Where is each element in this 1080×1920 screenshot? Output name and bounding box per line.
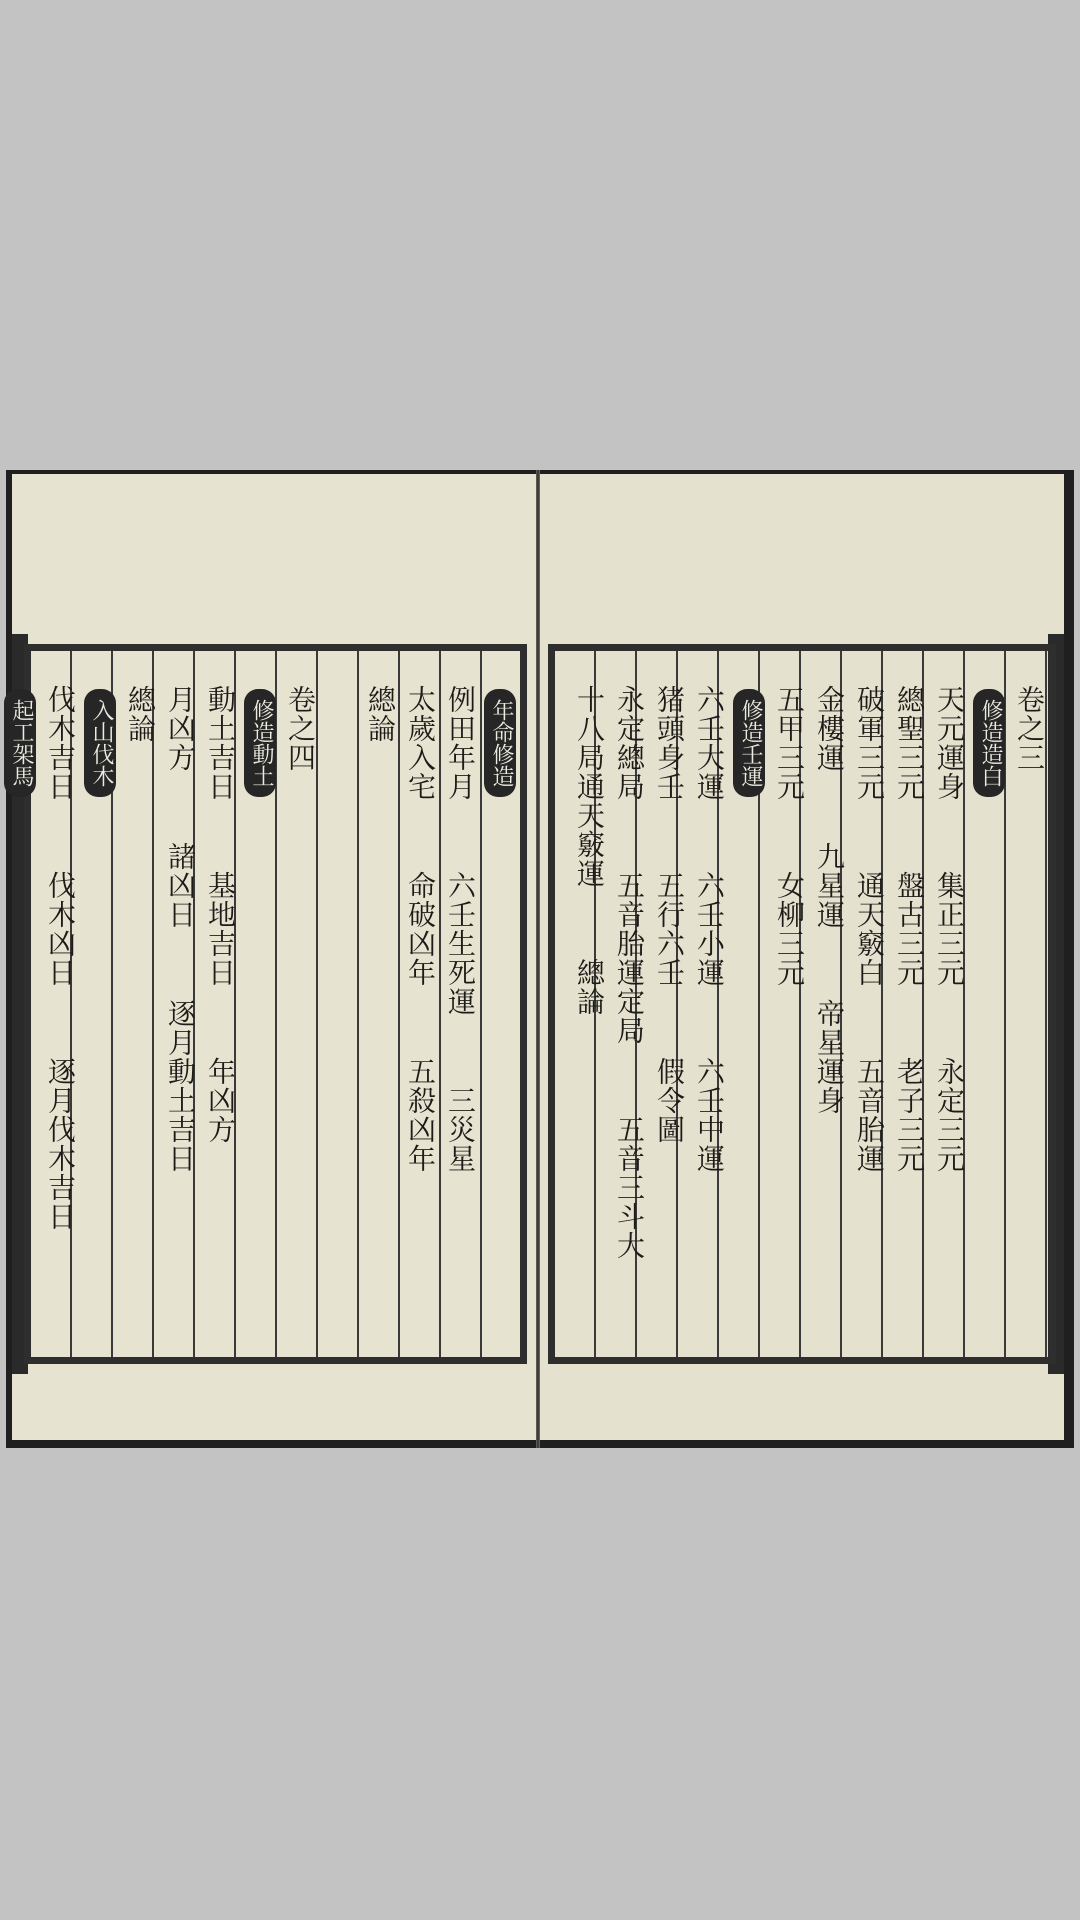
- entry-text: 三災星: [444, 1086, 477, 1173]
- text-column: [889, 651, 929, 1357]
- entry-text: 總論: [124, 685, 157, 743]
- entry-text: 盤古三元: [893, 871, 926, 987]
- entry-text: 帝星運身: [813, 999, 846, 1115]
- entry-text: 九星運: [813, 842, 846, 929]
- text-column: [769, 651, 809, 1357]
- entry-text: 伐木吉日: [44, 685, 77, 801]
- text-column: [440, 651, 480, 1357]
- entry-text: 年凶方: [204, 1057, 237, 1144]
- section-heading-badge: 起工架馬: [4, 689, 36, 797]
- text-column: [809, 651, 849, 1357]
- entry-text: 老子三元: [893, 1057, 926, 1173]
- entry-text: 六壬大運: [693, 685, 726, 801]
- left-page-frame: [9, 644, 527, 1364]
- text-column: [320, 651, 360, 1357]
- text-column: [280, 651, 320, 1357]
- entry-text: 五音三斗大: [613, 1115, 646, 1260]
- text-column: [480, 651, 520, 1357]
- entry-text: 六壬中運: [693, 1057, 726, 1173]
- section-heading-badge: 年命修造: [484, 689, 516, 797]
- text-column: [200, 651, 240, 1357]
- text-column: [569, 651, 609, 1357]
- entry-text: 卷之四: [284, 685, 317, 772]
- entry-text: 例田年月: [444, 685, 477, 801]
- text-column: [969, 651, 1009, 1357]
- entry-text: 女柳三元: [773, 871, 806, 987]
- text-column: [360, 651, 400, 1357]
- left-page-columns: [9, 651, 520, 1357]
- entry-text: 卷之三: [1013, 685, 1046, 772]
- entry-text: 十八局通天竅運: [573, 685, 606, 888]
- entry-text: 通天竅白: [853, 871, 886, 987]
- entry-text: 五行六壬: [653, 871, 686, 987]
- entry-text: 基地吉日: [204, 871, 237, 987]
- right-page: [540, 474, 1064, 1440]
- section-heading-badge: 入山伐木: [84, 689, 116, 797]
- text-column: [40, 651, 80, 1357]
- entry-text: 太歲入宅: [404, 685, 437, 801]
- entry-text: 五音胎運: [853, 1057, 886, 1173]
- text-column: [400, 651, 440, 1357]
- entry-text: 動土吉日: [204, 685, 237, 801]
- text-column: [1009, 651, 1049, 1357]
- book-photograph: [6, 470, 1074, 1448]
- entry-text: 六壬小運: [693, 871, 726, 987]
- text-column: [849, 651, 889, 1357]
- entry-text: 破軍三元: [853, 685, 886, 801]
- section-heading-badge: 修造動土: [244, 689, 276, 797]
- right-page-frame: [548, 644, 1056, 1364]
- entry-text: 猪頭身壬: [653, 685, 686, 801]
- right-page-columns: [555, 651, 1049, 1357]
- text-column: [160, 651, 200, 1357]
- entry-text: 五甲三元: [773, 685, 806, 801]
- entry-text: 總論: [364, 685, 397, 743]
- entry-text: 集正三元: [933, 871, 966, 987]
- text-column: [689, 651, 729, 1357]
- entry-text: 天元運身: [933, 685, 966, 801]
- entry-text: 五殺凶年: [404, 1057, 437, 1173]
- text-column: [80, 651, 120, 1357]
- entry-text: 逐月伐木吉日: [44, 1057, 77, 1231]
- entry-text: 逐月動土吉日: [164, 999, 197, 1173]
- text-column: [240, 651, 280, 1357]
- text-column: [120, 651, 160, 1357]
- entry-text: 命破凶年: [404, 871, 437, 987]
- entry-text: 總論: [573, 958, 606, 1016]
- entry-text: 總聖三元: [893, 685, 926, 801]
- text-column: [929, 651, 969, 1357]
- entry-text: 金樓運: [813, 685, 846, 772]
- entry-text: 假令圖: [653, 1057, 686, 1144]
- left-page: [9, 474, 536, 1440]
- entry-text: 永定總局: [613, 685, 646, 801]
- text-column: [0, 651, 40, 1357]
- text-column: [729, 651, 769, 1357]
- section-heading-badge: 修造壬運: [733, 689, 765, 797]
- entry-text: 六壬生死運: [444, 871, 477, 1016]
- entry-text: 月凶方: [164, 685, 197, 772]
- section-heading-badge: 修造造白: [973, 689, 1005, 797]
- entry-text: 諸凶日: [164, 842, 197, 929]
- text-column: [609, 651, 649, 1357]
- entry-text: 永定三元: [933, 1057, 966, 1173]
- entry-text: 伐木凶日: [44, 871, 77, 987]
- text-column: [649, 651, 689, 1357]
- entry-text: 五音胎運定局: [613, 871, 646, 1045]
